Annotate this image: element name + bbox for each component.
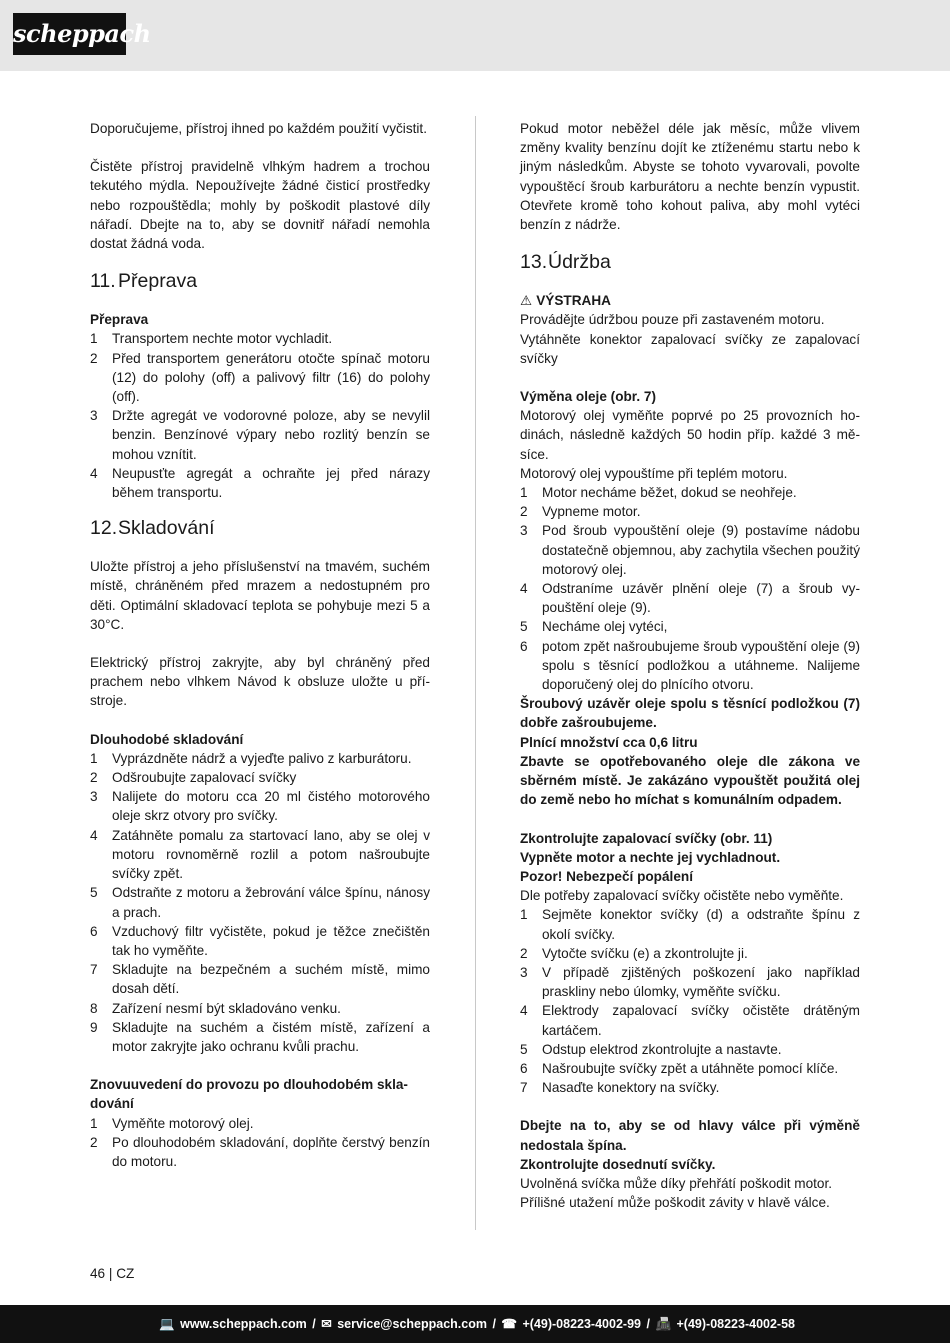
list-item-text: potom zpět našroubujeme šroub vypouštění oleje (9) spolu s těsnící podložkou a utáhneme. Nalijeme doporučený olej do plnícího otvoru. bbox=[542, 638, 860, 693]
list-item-text: Necháme olej vytéci, bbox=[542, 619, 668, 635]
list-item-text: Skladujte na suchém a čistém místě, zařízení a motor zakryjte jako ochranu kvůli prachu. bbox=[112, 1019, 430, 1054]
spark-plug-list bbox=[520, 905, 860, 1097]
list-item-number: 1 bbox=[520, 907, 528, 923]
spark-plug-paragraph: Dle potřeby zapalovací svíčky očistěte nebo vyměňte. bbox=[520, 888, 844, 904]
list-item bbox=[90, 406, 430, 464]
list-item bbox=[520, 502, 860, 521]
list-item-text: Zařízení nesmí být skladováno venku. bbox=[112, 1000, 341, 1016]
list-item-number: 3 bbox=[90, 789, 98, 805]
oil-change-subheading: Výměna oleje (obr. 7) bbox=[520, 389, 656, 405]
list-item-number: 6 bbox=[520, 638, 528, 654]
spark-plug-cool-note: Vypněte motor a nechte jej vychladnout. bbox=[520, 849, 781, 865]
list-item bbox=[520, 1001, 860, 1039]
list-item-number: 5 bbox=[520, 619, 528, 635]
list-item bbox=[520, 521, 860, 579]
list-item-number: 6 bbox=[90, 923, 98, 939]
computer-icon: 💻 bbox=[159, 1317, 175, 1331]
list-item bbox=[520, 963, 860, 1001]
list-item bbox=[520, 637, 860, 695]
email-link[interactable]: service@scheppach.com bbox=[337, 1317, 487, 1331]
list-item-number: 2 bbox=[520, 504, 528, 520]
list-item bbox=[90, 826, 430, 884]
dirt-warning-note: Dbejte na to, aby se od hlavy válce při výměně nedostala špína. bbox=[520, 1118, 860, 1153]
list-item bbox=[90, 464, 430, 502]
section-11-heading: 11. Přeprava bbox=[90, 270, 198, 293]
oil-change-list bbox=[520, 483, 860, 694]
list-item-text: Odstraníme uzávěr plnění oleje (7) a šroub vypouštění oleje (9). bbox=[542, 581, 860, 616]
list-item bbox=[520, 1040, 860, 1059]
fuel-paragraph: Pokud motor neběžel déle jak měsíc, může vlivem změny kvality benzínu dojít ke ztíženému startu nebo k jiným následkům. Abyste se tohoto vyvarovali, povolte vypouštěcí šroub karburátoru a nechte benzín vypustit. Otevřete kromě toho kohout paliva, aby mohl vytéci benzín z nádrže. bbox=[520, 121, 860, 233]
website-link[interactable]: www.scheppach.com bbox=[180, 1317, 307, 1331]
list-item-number: 3 bbox=[520, 523, 528, 539]
list-item-number: 5 bbox=[520, 1041, 528, 1057]
cleaning-paragraph-1: Doporučujeme, přístroj ihned po každém použití vyčistit. bbox=[90, 121, 427, 136]
list-item bbox=[90, 329, 430, 348]
list-item-text: Nasaďte konektory na svíčky. bbox=[542, 1080, 720, 1096]
list-item-number: 5 bbox=[90, 885, 98, 901]
list-item-number: 9 bbox=[90, 1019, 98, 1035]
fax-icon: 📠 bbox=[655, 1317, 672, 1331]
envelope-icon: ✉ bbox=[321, 1317, 332, 1331]
oil-disposal-note: Zbavte se opotřebovaného oleje dle zákona ve sběrném místě. Je zakázáno vypouštět použitá olej do země nebo ho míchat s komunálním odpadem. bbox=[520, 753, 860, 808]
list-item-text: Zatáhněte pomalu za startovací lano, aby se olej v motoru rovnoměrně rozlil a potom našroubujte svíčky zpět. bbox=[112, 827, 430, 882]
page-footer: 💻 www.scheppach.com / ✉ service@scheppach.com / ☎ +(49)-08223-4002-99 / 📠 +(49)-08223-4002-58 bbox=[0, 1305, 950, 1343]
list-item-number: 2 bbox=[90, 350, 98, 366]
list-item bbox=[90, 749, 430, 768]
list-item bbox=[520, 579, 860, 617]
scheppach-logo: scheppach bbox=[13, 13, 126, 55]
list-item-number: 1 bbox=[90, 750, 98, 766]
list-item bbox=[90, 1018, 430, 1056]
long-storage-subheading: Dlouhodobé skladování bbox=[90, 731, 244, 747]
section-12-heading: 12.Skladování bbox=[90, 517, 215, 540]
warning-text-1: Provádějte údržbou pouze při zastaveném motoru. bbox=[520, 312, 825, 328]
column-divider bbox=[475, 116, 476, 1230]
list-item-text: Po dlouhodobém skladování, doplňte čerstvý benzín do motoru. bbox=[112, 1134, 430, 1169]
list-item-number: 7 bbox=[90, 962, 98, 978]
list-item-number: 3 bbox=[520, 964, 528, 980]
list-item-text: Odšroubujte zapalovací svíčky bbox=[112, 770, 297, 786]
list-item bbox=[90, 787, 430, 825]
oil-capacity-note: Plnící množství cca 0,6 litru bbox=[520, 734, 698, 750]
long-storage-list bbox=[90, 749, 430, 1056]
storage-paragraph-1: Uložte přístroj a jeho příslušenství na tmavém, suchém místě, chráněném před mrazem a nedostupném pro děti. Optimální skladovací teplota se pohybuje mezi 5 a 30°C. bbox=[90, 559, 430, 632]
list-item-text: Vyměňte motorový olej. bbox=[112, 1115, 254, 1131]
oil-cap-note: Šroubový uzávěr oleje spolu s těsnící podložkou (7) dobře zašroubujeme. bbox=[520, 696, 860, 731]
list-item bbox=[520, 1078, 860, 1097]
list-item bbox=[90, 768, 430, 787]
list-item-text: Vypneme motor. bbox=[542, 504, 641, 520]
recommission-list bbox=[90, 1114, 430, 1172]
list-item-text: V případě zjištěných poškození jako například praskliny nebo úlomky, vyměňte svíčku. bbox=[542, 964, 860, 1000]
list-item-text: Před transportem generátoru otočte spínač motoru (12) do polohy (off) a palivový filtr (16) do polohy (off). bbox=[112, 350, 430, 405]
right-column bbox=[520, 119, 860, 1212]
list-item bbox=[90, 1133, 430, 1171]
list-item bbox=[90, 883, 430, 921]
list-item-text: Elektrody zapalovací svíčky očistěte drátěným kartáčem. bbox=[542, 1003, 860, 1038]
list-item-text: Transportem nechte motor vychladit. bbox=[112, 331, 333, 347]
oil-change-paragraph-1: Motorový olej vyměňte poprvé po 25 provozních hodinách, následně každých 50 hodin příp. každé 3 měsíce. bbox=[520, 408, 860, 462]
seat-check-subheading: Zkontrolujte dosednutí svíčky. bbox=[520, 1156, 716, 1172]
list-item bbox=[90, 922, 430, 960]
list-item-number: 3 bbox=[90, 408, 98, 424]
list-item-number: 7 bbox=[520, 1080, 528, 1096]
list-item bbox=[520, 905, 860, 943]
list-item-number: 1 bbox=[90, 1115, 98, 1131]
list-item-number: 1 bbox=[520, 485, 528, 501]
list-item bbox=[520, 617, 860, 636]
page-number: 46 | CZ bbox=[90, 1266, 135, 1281]
list-item-number: 4 bbox=[90, 465, 98, 481]
list-item-text: Sejměte konektor svíčky (d) a odstraňte špínu z okolí svíčky. bbox=[542, 907, 860, 942]
list-item-text: Skladujte na bezpečném a suchém místě, mimo dosah dětí. bbox=[112, 962, 430, 997]
list-item-text: Našroubujte svíčky zpět a utáhněte pomocí klíče. bbox=[542, 1060, 839, 1076]
fax-number: +(49)-08223-4002-58 bbox=[676, 1317, 795, 1331]
list-item-text: Pod šroub vypouštění oleje (9) postavíme nádobu dostatečně objemnou, aby zachytila všechen použitý motorový olej. bbox=[542, 523, 860, 577]
list-item bbox=[520, 944, 860, 963]
list-item-number: 4 bbox=[520, 581, 528, 597]
list-item bbox=[90, 1114, 430, 1133]
list-item-number: 8 bbox=[90, 1000, 98, 1016]
list-item-text: Vytočte svíčku (e) a zkontrolujte ji. bbox=[542, 945, 748, 961]
list-item-text: Držte agregát ve vodorovné poloze, aby se nevylil benzin. Benzínové výpary nebo rozlitý benzín se mohou vznítit. bbox=[112, 408, 430, 462]
oil-change-paragraph-2: Motorový olej vypouštíme při teplém motoru. bbox=[520, 465, 788, 481]
list-item-number: 2 bbox=[520, 945, 528, 961]
list-item-number: 4 bbox=[520, 1003, 528, 1019]
section-13-heading: 13.Údržba bbox=[520, 251, 611, 274]
transport-subheading: Přeprava bbox=[90, 312, 149, 328]
list-item-number: 1 bbox=[90, 331, 98, 347]
list-item-text: Odstup elektrod zkontrolujte a nastavte. bbox=[542, 1041, 782, 1057]
page-header bbox=[0, 0, 950, 71]
burn-hazard-note: Pozor! Nebezpečí popálení bbox=[520, 868, 693, 884]
warning-label: ⚠ VÝSTRAHA bbox=[520, 293, 611, 309]
list-item bbox=[520, 483, 860, 502]
list-item-text: Vzduchový filtr vyčistěte, pokud je těžce znečištěn tak ho vyměňte. bbox=[112, 923, 430, 958]
list-item-number: 4 bbox=[90, 827, 98, 843]
list-item-text: Neupusťte agregát a ochraňte jej před nárazy během transportu. bbox=[112, 465, 430, 501]
transport-list bbox=[90, 329, 430, 502]
list-item-number: 2 bbox=[90, 770, 98, 786]
list-item-number: 2 bbox=[90, 1134, 98, 1150]
list-item-number: 6 bbox=[520, 1060, 528, 1076]
phone-number[interactable]: +(49)-08223-4002-99 bbox=[522, 1317, 641, 1331]
list-item-text: Motor necháme běžet, dokud se neohřeje. bbox=[542, 485, 797, 501]
list-item bbox=[90, 349, 430, 407]
list-item bbox=[520, 1059, 860, 1078]
spark-plug-subheading: Zkontrolujte zapalovací svíčky (obr. 11) bbox=[520, 830, 773, 846]
seat-paragraph-1: Uvolněná svíčka může díky přehřátí poškodit motor. bbox=[520, 1175, 833, 1191]
phone-icon: ☎ bbox=[501, 1317, 517, 1331]
list-item-text: Odstraňte z motoru a žebrování válce špínu, nánosy a prach. bbox=[112, 885, 430, 920]
warning-text-2: Vytáhněte konektor zapalovací svíčky ze zapalovací svíčky bbox=[520, 331, 860, 366]
cleaning-paragraph-2: Čistěte přístroj pravidelně vlhkým hadrem a trochou tekutého mýdla. Nepoužívejte žádné čisticí prostředky nebo rozpouštědla; mohly by poškodit plastové díly nářadí. Dbejte na to, aby se dovnitř nářadí nemohla dostat žádná voda. bbox=[90, 159, 430, 252]
list-item-text: Vyprázdněte nádrž a vyjeďte palivo z karburátoru. bbox=[112, 750, 412, 766]
warning-triangle-icon: ⚠ bbox=[520, 293, 533, 309]
list-item-text: Nalijete do motoru cca 20 ml čistého motorového oleje skrz otvory pro svíčky. bbox=[112, 789, 430, 824]
list-item bbox=[90, 999, 430, 1018]
list-item bbox=[90, 960, 430, 998]
storage-paragraph-2: Elektrický přístroj zakryjte, aby byl chráněný před prachem nebo vlhkem Návod k obsluze uložte u přístroje. bbox=[90, 655, 430, 709]
seat-paragraph-2: Přílišné utažení může poškodit závity v hlavě válce. bbox=[520, 1195, 830, 1211]
recommission-subheading: Znovuuvedení do provozu po dlouhodobém skladování bbox=[90, 1077, 408, 1112]
left-column bbox=[90, 119, 430, 1171]
